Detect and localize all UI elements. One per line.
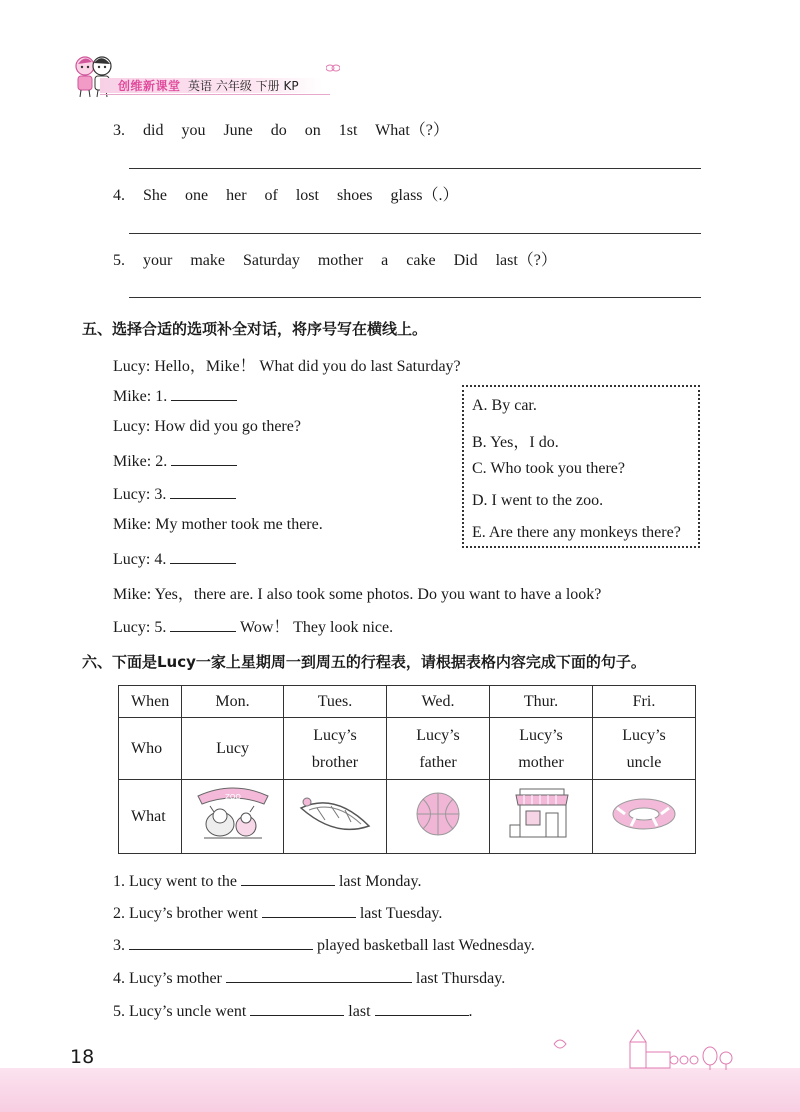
answer-blank[interactable] (170, 484, 236, 499)
basketball-icon (413, 789, 463, 839)
zoo-icon (190, 782, 276, 846)
option-c: C. Who took you there? (472, 460, 626, 477)
reorder-question: 3. did you June do on 1st What（?） (113, 122, 449, 139)
footer-decoration (550, 1024, 750, 1079)
brand-title: 创维新课堂 (118, 79, 181, 93)
reorder-question: 4. She one her of lost shoes glass（.） (113, 187, 459, 204)
dialogue-line: Mike: 1. (113, 386, 237, 406)
option-d: D. I went to the zoo. (472, 492, 604, 509)
option-a: A. By car. (472, 397, 537, 414)
dialogue-line: Mike: Yes，there are. I also took some photos. Do you want to have a look? (113, 586, 602, 603)
butterfly-icon (326, 62, 340, 80)
answer-line[interactable] (129, 297, 701, 298)
day-header: Mon. (182, 686, 284, 718)
fill-sentence: 1. Lucy went to the last Monday. (113, 873, 422, 890)
svg-text:ZOO: ZOO (224, 793, 241, 801)
option-e: E. Are there any monkeys there? (472, 524, 681, 541)
table-row (119, 718, 696, 780)
dialogue-line: Lucy: 3. (113, 484, 236, 504)
fill-sentence: 2. Lucy’s brother went last Tuesday. (113, 905, 443, 922)
answer-blank[interactable] (170, 549, 236, 564)
day-header: Fri. (593, 686, 696, 718)
row-label-when: When (119, 686, 182, 718)
header-divider (100, 94, 330, 95)
table-row (119, 686, 696, 718)
answer-blank[interactable] (170, 617, 236, 632)
reorder-question: 5. your make Saturday mother a cake Did last（?） (113, 252, 557, 269)
answer-blank[interactable] (375, 1001, 469, 1016)
who-cell: Lucy’s uncle (593, 718, 696, 780)
answer-blank[interactable] (171, 386, 237, 401)
shop-icon (506, 785, 576, 843)
schedule-table (118, 685, 696, 854)
dialogue-line: Lucy: Hello，Mike！ What did you do last Saturday? (113, 358, 461, 375)
what-cell (490, 780, 593, 854)
what-cell (182, 780, 284, 854)
answer-blank[interactable] (226, 968, 412, 983)
row-label-who: Who (119, 718, 182, 780)
who-cell: Lucy’s brother (284, 718, 387, 780)
answer-line[interactable] (129, 233, 701, 234)
dialogue-line: Mike: 2. (113, 451, 237, 471)
row-label-what: What (119, 780, 182, 854)
answer-blank[interactable] (241, 871, 335, 886)
answer-blank[interactable] (250, 1001, 344, 1016)
fill-sentence: 4. Lucy’s mother last Thursday. (113, 970, 506, 987)
day-header: Thur. (490, 686, 593, 718)
table-row (119, 780, 696, 854)
page-number: 18 (70, 1046, 95, 1068)
fill-sentence: 5. Lucy’s uncle went last . (113, 1003, 473, 1020)
book-subject: 英语 六年级 下册 KP (188, 79, 299, 93)
day-header: Wed. (387, 686, 490, 718)
fill-sentence: 3. played basketball last Wednesday. (113, 937, 535, 954)
dialogue-line: Lucy: 5. Wow！ They look nice. (113, 619, 394, 636)
what-cell (387, 780, 490, 854)
castle-trees-icon (550, 1024, 750, 1074)
dialogue-line: Mike: My mother took me there. (113, 516, 323, 533)
boat-icon (295, 788, 375, 840)
who-cell: Lucy’s mother (490, 718, 593, 780)
what-cell (284, 780, 387, 854)
dialogue-line: Lucy: How did you go there? (113, 418, 301, 435)
swim-ring-icon (609, 794, 679, 834)
answer-blank[interactable] (171, 451, 237, 466)
answer-line[interactable] (129, 168, 701, 169)
what-cell (593, 780, 696, 854)
answer-blank[interactable] (262, 903, 356, 918)
section-5-heading: 五、选择合适的选项补全对话，将序号写在横线上。 (82, 320, 428, 338)
answer-blank[interactable] (129, 935, 313, 950)
who-cell: Lucy (182, 718, 284, 780)
day-header: Tues. (284, 686, 387, 718)
who-cell: Lucy’s father (387, 718, 490, 780)
dialogue-line: Lucy: 4. (113, 549, 236, 569)
option-b: B. Yes，I do. (472, 434, 559, 451)
section-6-heading: 六、下面是Lucy一家上星期周一到周五的行程表，请根据表格内容完成下面的句子。 (82, 653, 646, 671)
